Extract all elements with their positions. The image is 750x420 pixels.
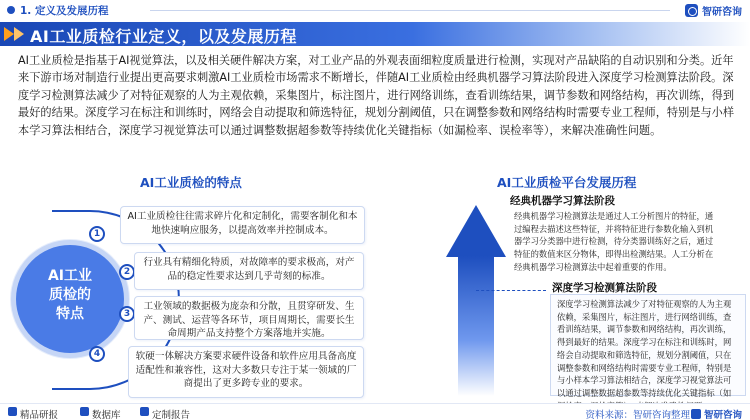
feature-number: 2: [119, 264, 135, 280]
footer-item-custom[interactable]: 定制报告: [152, 410, 191, 420]
footer-brand-name: 智研咨询: [703, 410, 742, 420]
database-icon: [80, 407, 89, 416]
footer-brand: [691, 407, 742, 420]
page-title: AI工业质检行业定义，以及发展历程: [30, 27, 297, 46]
connector-line: [476, 290, 546, 291]
feature-card: 软硬一体解决方案要求硬件设备和软件应用具备高度适配性和兼容性，这对大多数只专注于某一领域的厂商提出了更多跨专业的要求。: [128, 346, 364, 398]
source-note: 资料来源：智研咨询整理: [585, 410, 690, 420]
section-dot-icon: [7, 6, 15, 14]
feature-card: 工业领域的数据极为庞杂和分散，且贯穿研发、生产、测试、运营等各环节，项目周期长，需要长生命周期产品支持整个方案落地并实施。: [134, 296, 364, 340]
upward-arrow-icon: [446, 205, 506, 257]
feature-card: AI工业质检往往需求碎片化和定制化，需要客制化和本地快速响应服务，以提高效率并控制成本。: [120, 206, 365, 244]
custom-report-icon: [140, 407, 149, 416]
feature-number: 1: [89, 226, 105, 242]
footer-item-database[interactable]: 数据库: [92, 410, 121, 420]
history-title: AI工业质检平台发展历程: [497, 175, 637, 190]
footer-item-reports[interactable]: 精品研报: [20, 410, 59, 420]
upward-arrow-stem: [458, 256, 494, 396]
stage1-text: 经典机器学习检测算法是通过人工分析图片的特征，通过编程去描述这些特征，并将特征进行参数化输入到机器学习分类器中进行检测，待分类器训练好之后，通过特征的数值来区分物体，即得出检测结果。人工分析在经典机器学习检测算法中起着重要的作用。: [514, 211, 714, 272]
center-label-line: AI工业: [47, 268, 93, 284]
center-label-line: 质检的: [49, 287, 91, 303]
arrow-icon: [14, 27, 24, 41]
title-banner: [0, 22, 750, 46]
brand-logo: [685, 3, 742, 18]
header-divider: [150, 10, 670, 11]
feature-number: 3: [119, 306, 135, 322]
feature-card: 行业具有精细化特质，对故障率的要求极高，对产品的稳定性要求达到几乎苛刻的标准。: [134, 252, 364, 290]
feature-number: 4: [89, 346, 105, 362]
breadcrumb: 1. 定义及发展历程: [20, 5, 109, 17]
brand-icon: [691, 409, 701, 419]
footer-bar: [0, 403, 750, 420]
stage1-title: 经典机器学习算法阶段: [510, 195, 615, 207]
features-center-circle: [16, 245, 124, 353]
top-bar: [0, 0, 750, 20]
stage2-title: 深度学习检测算法阶段: [552, 282, 657, 294]
features-title: AI工业质检的特点: [140, 175, 242, 190]
brand-name: 智研咨询: [702, 7, 742, 18]
center-label-line: 特点: [56, 306, 84, 322]
arrow-icon: [4, 27, 14, 41]
stage2-text: 深度学习检测算法减少了对特征观察的人为主观依赖，采集图片，标注图片，进行网络训练，查看训练结果，调节参数和网络结构，再次训练，得到最好的结果。深度学习在标注和训练时，网络会自动提取和筛选特征，规划分割阈值，只在调整参数和网络结构时需要专业工程师，特别是与小样本学习算法相结合，深度学习视觉算法可以通过调整数据超参数等持续优化关键指标（如: [550, 294, 746, 396]
brand-icon: [685, 4, 698, 17]
intro-paragraph: AI工业质检是指基于AI视觉算法，以及相关硬件解决方案，对工业产品的外观表面细粒度质量进行检测，实现对产品缺陷的自动识别和分类。近年来下游市场对制造行业提出更高要求刺激AI工业质检市场需求不断增长，伴随AI工业质检由经典机器学习算法阶段进入深度学习检测算法阶段。深度学习检测算法减少了对特征观察的人为主观依赖，采集图片，标注图片，进行网络训练，查看训练结果，调节参数和网络结构，再次训练，得到最好的结果。深度学习在标注和训练时，网络会自动提取和筛选特征，规划分割阈值，只在调整参数和网络结构时需要专业工程师，特别是与小样本学习算法相结合，深度学习视觉算法可以通过调整数据超参数等持续优化关键指标（如漏检率、误检率等），来解决准确性问题。: [18, 54, 735, 137]
report-icon: [8, 407, 17, 416]
center-label: [16, 267, 124, 324]
